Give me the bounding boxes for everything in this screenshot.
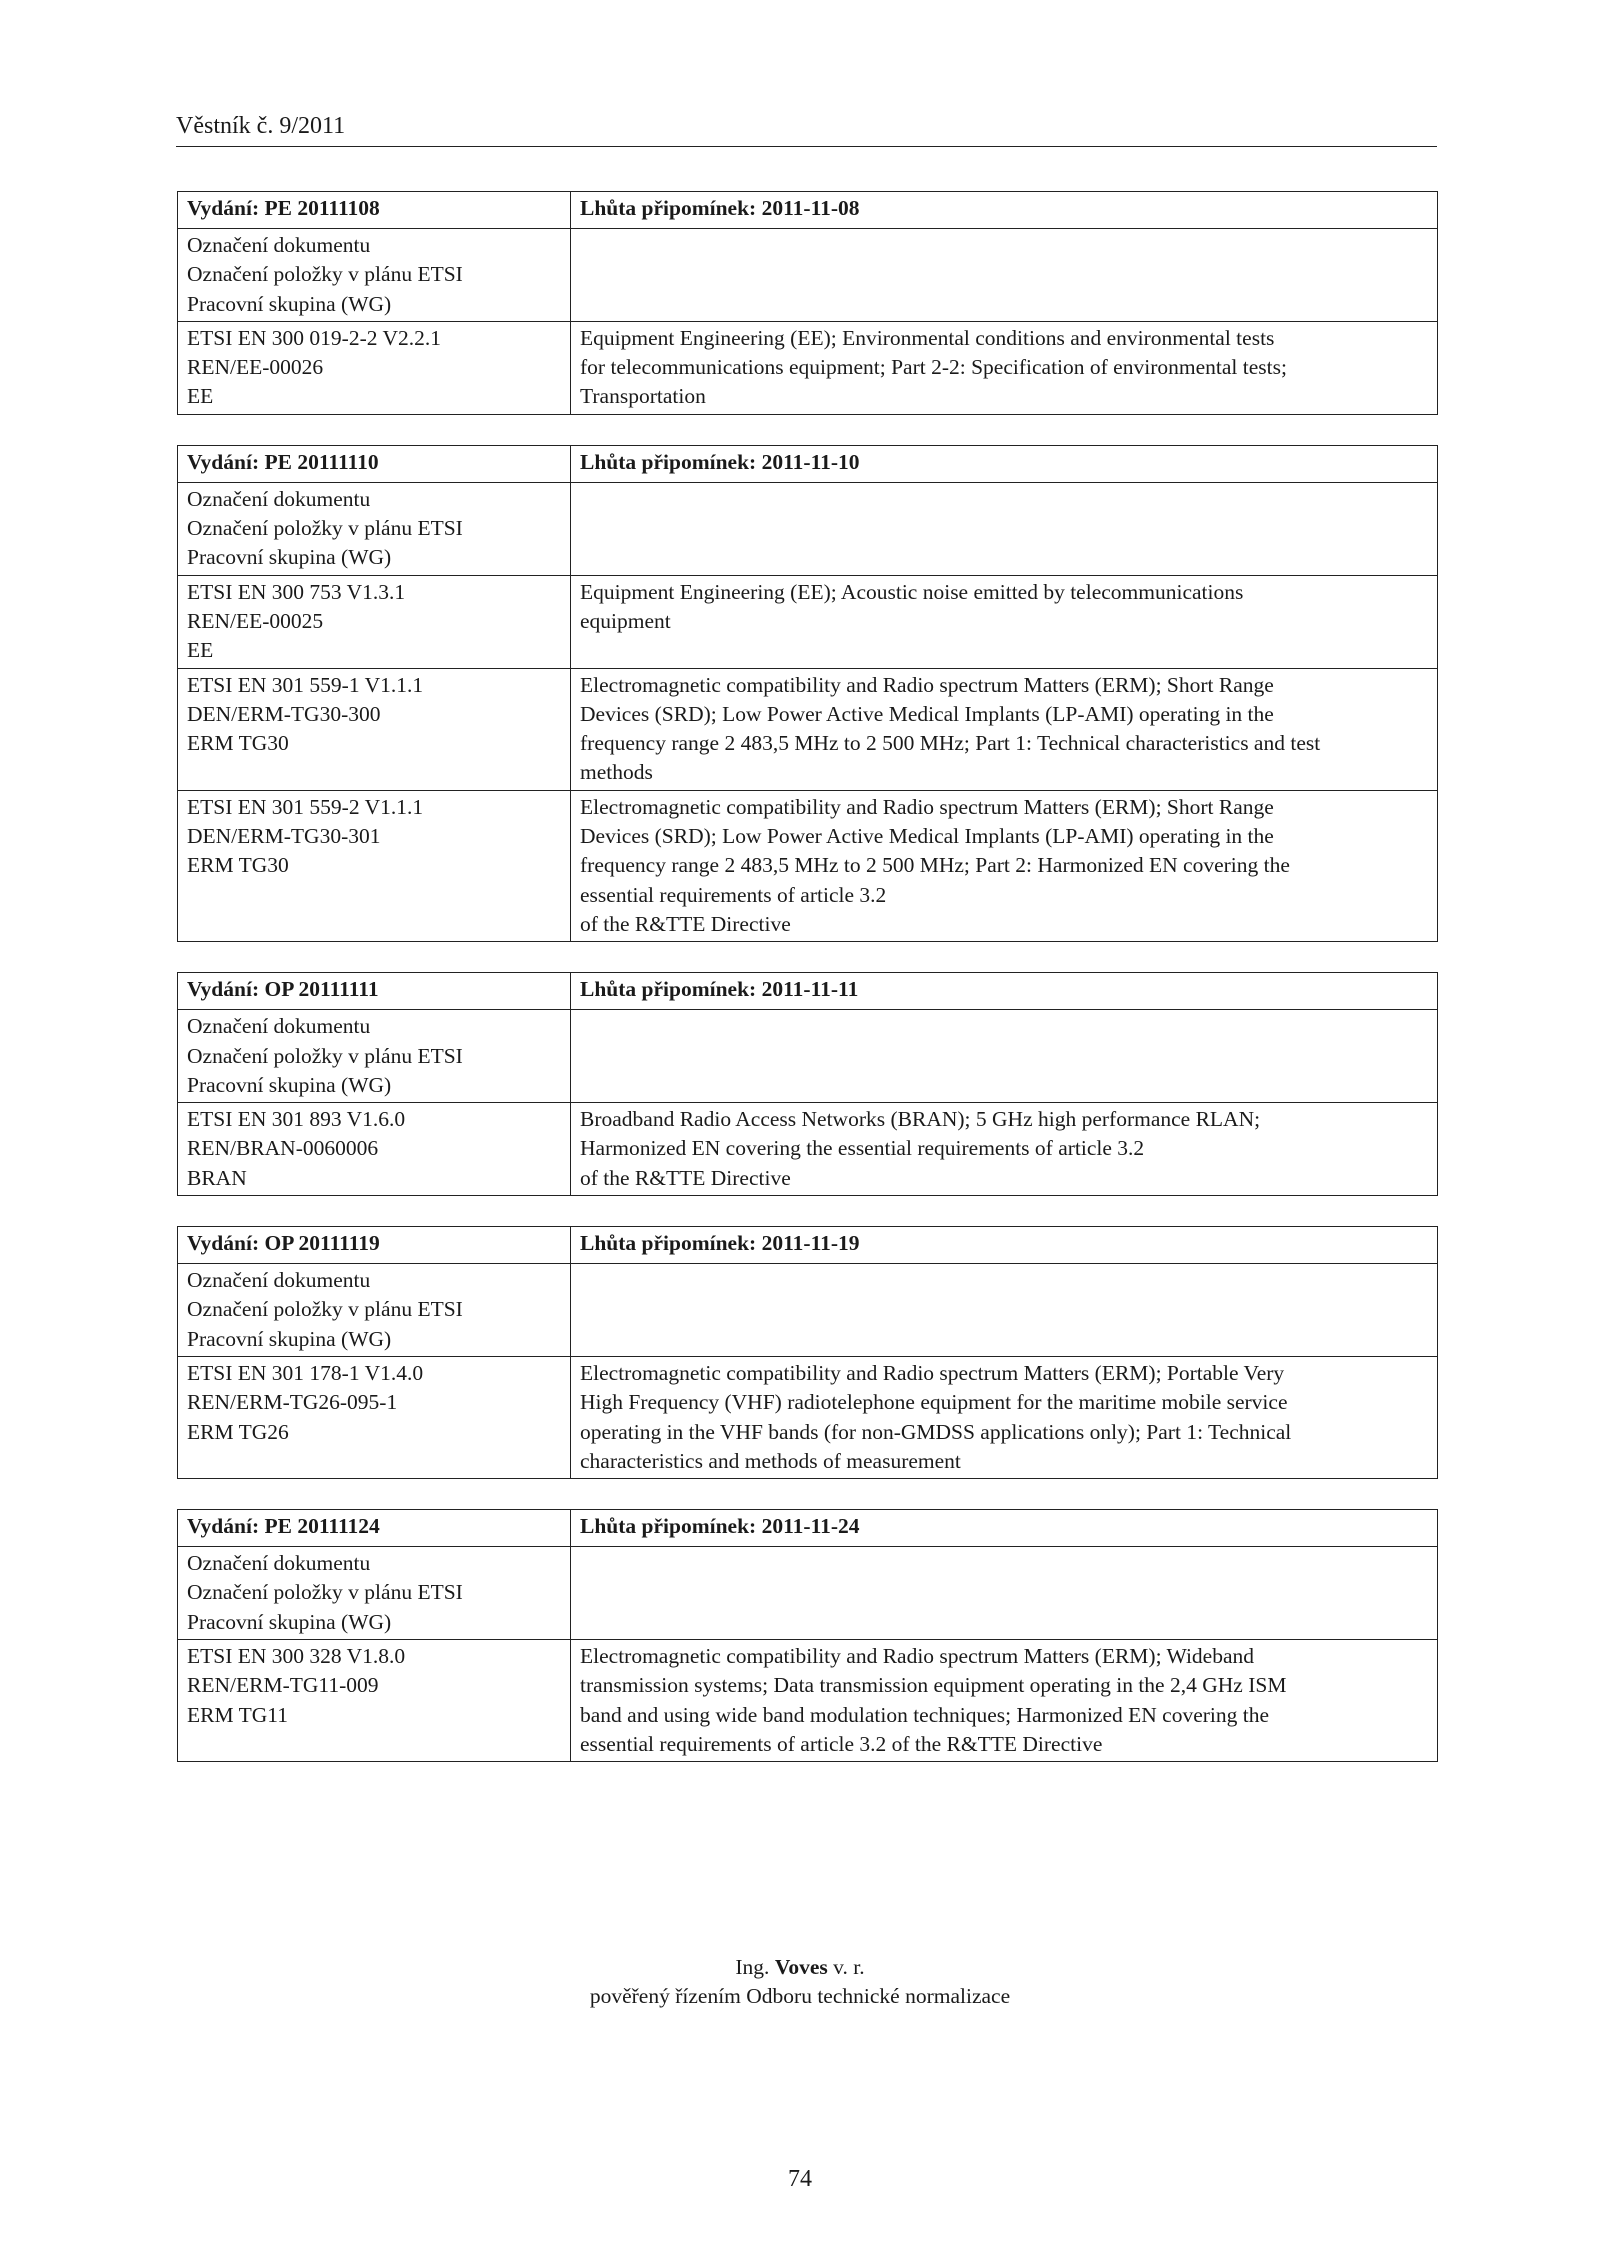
- work-item-number: DEN/ERM-TG30-300: [187, 701, 381, 726]
- standard-title-line: characteristics and methods of measurement: [580, 1448, 961, 1473]
- empty-cell: [571, 1010, 1438, 1103]
- standard-title-line: Devices (SRD); Low Power Active Medical Implants (LP-AMI) operating in the: [580, 701, 1274, 726]
- column-labels-row: [178, 1264, 1438, 1357]
- signature-suffix: v. r.: [833, 1955, 865, 1979]
- comment-deadline: Lhůta připomínek: 2011-11-11: [571, 973, 1438, 1010]
- standard-title-line: of the R&TTE Directive: [580, 1165, 791, 1190]
- standard-title: [571, 1639, 1438, 1761]
- standard-title-line: essential requirements of article 3.2 of the R&TTE Directive: [580, 1731, 1103, 1756]
- issue-number: Vydání: OP 20111111: [178, 973, 571, 1010]
- standard-row: [178, 790, 1438, 941]
- signature-prefix: Ing.: [735, 1955, 770, 1979]
- work-item-number: REN/BRAN-0060006: [187, 1136, 379, 1161]
- working-group: ERM TG30: [187, 731, 289, 756]
- standard-row: [178, 321, 1438, 414]
- issues-container: [177, 191, 1438, 1792]
- signature-name-line: [0, 1953, 1600, 1982]
- standard-title-line: Devices (SRD); Low Power Active Medical Implants (LP-AMI) operating in the: [580, 824, 1274, 849]
- standard-title-line: Equipment Engineering (EE); Environmental conditions and environmental tests: [580, 325, 1275, 350]
- column-label: Označení dokumentu: [187, 233, 371, 257]
- issue-number: Vydání: OP 20111119: [178, 1227, 571, 1264]
- column-label: Pracovní skupina (WG): [187, 291, 392, 316]
- standard-title-line: band and using wide band modulation techniques; Harmonized EN covering the: [580, 1702, 1270, 1727]
- empty-cell: [571, 1264, 1438, 1357]
- column-label: Označení dokumentu: [187, 1551, 371, 1576]
- document-designation: ETSI EN 300 753 V1.3.1: [187, 579, 406, 604]
- comment-deadline: Lhůta připomínek: 2011-11-19: [571, 1227, 1438, 1264]
- working-group: ERM TG11: [187, 1702, 288, 1727]
- comment-deadline: Lhůta připomínek: 2011-11-24: [571, 1510, 1438, 1547]
- standard-row: [178, 668, 1438, 790]
- work-item-number: REN/EE-00026: [187, 355, 324, 380]
- column-label: Pracovní skupina (WG): [187, 545, 392, 570]
- issue-header-row: [178, 973, 1438, 1010]
- column-label: Označení položky v plánu ETSI: [187, 262, 463, 287]
- standard-title-line: Harmonized EN covering the essential requirements of article 3.2: [580, 1136, 1145, 1161]
- standard-title-line: Electromagnetic compatibility and Radio spectrum Matters (ERM); Wideband: [580, 1643, 1255, 1668]
- comment-deadline: Lhůta připomínek: 2011-11-10: [571, 445, 1438, 482]
- column-labels: [178, 229, 571, 322]
- signature-position: pověřený řízením Odboru technické normalizace: [589, 1984, 1011, 2008]
- column-labels-row: [178, 1547, 1438, 1640]
- standard-row: [178, 575, 1438, 668]
- working-group: EE: [187, 638, 214, 663]
- working-group: BRAN: [187, 1165, 247, 1190]
- issue-table: [177, 1509, 1438, 1762]
- column-labels-row: [178, 1010, 1438, 1103]
- standard-title: [571, 790, 1438, 941]
- work-item-number: REN/EE-00025: [187, 608, 324, 633]
- working-group: ERM TG26: [187, 1419, 289, 1444]
- issue-table: [177, 1226, 1438, 1479]
- column-labels-row: [178, 482, 1438, 575]
- working-group: ERM TG30: [187, 853, 289, 878]
- document-designation: ETSI EN 300 019-2-2 V2.2.1: [187, 325, 442, 350]
- issue-header-row: [178, 445, 1438, 482]
- work-item-number: REN/ERM-TG26-095-1: [187, 1390, 398, 1415]
- standard-row: [178, 1639, 1438, 1761]
- comment-deadline: Lhůta připomínek: 2011-11-08: [571, 192, 1438, 229]
- column-labels: [178, 482, 571, 575]
- document-designation: ETSI EN 300 328 V1.8.0: [187, 1643, 406, 1668]
- standard-title-line: Broadband Radio Access Networks (BRAN); 5 GHz high performance RLAN;: [580, 1107, 1261, 1132]
- standard-identifiers: [178, 1103, 571, 1196]
- empty-cell: [571, 1547, 1438, 1640]
- standard-title: [571, 321, 1438, 414]
- standard-title: [571, 1356, 1438, 1478]
- document-designation: ETSI EN 301 559-2 V1.1.1: [187, 794, 424, 819]
- column-labels: [178, 1547, 571, 1640]
- standard-title-line: for telecommunications equipment; Part 2-2: Specification of environmental tests;: [580, 355, 1287, 380]
- standard-title-line: Electromagnetic compatibility and Radio spectrum Matters (ERM); Short Range: [580, 794, 1274, 819]
- standard-title-line: methods: [580, 760, 653, 785]
- standard-identifiers: [178, 575, 571, 668]
- standard-title: [571, 668, 1438, 790]
- standard-identifiers: [178, 1356, 571, 1478]
- column-label: Pracovní skupina (WG): [187, 1072, 392, 1097]
- standard-title-line: Electromagnetic compatibility and Radio spectrum Matters (ERM); Short Range: [580, 672, 1274, 697]
- standard-title-line: transmission systems; Data transmission equipment operating in the 2,4 GHz ISM: [580, 1673, 1287, 1698]
- column-label: Označení položky v plánu ETSI: [187, 516, 463, 541]
- column-labels-row: [178, 229, 1438, 322]
- column-label: Označení dokumentu: [187, 1014, 371, 1039]
- standard-title-line: Electromagnetic compatibility and Radio spectrum Matters (ERM); Portable Very: [580, 1360, 1285, 1385]
- standard-title-line: of the R&TTE Directive: [580, 911, 791, 936]
- standard-row: [178, 1103, 1438, 1196]
- column-labels: [178, 1264, 571, 1357]
- column-label: Pracovní skupina (WG): [187, 1326, 392, 1351]
- signature-name: Voves: [774, 1955, 828, 1979]
- issue-table: [177, 445, 1438, 942]
- column-labels: [178, 1010, 571, 1103]
- issue-table: [177, 191, 1438, 415]
- document-designation: ETSI EN 301 178-1 V1.4.0: [187, 1360, 424, 1385]
- standard-title-line: equipment: [580, 608, 671, 633]
- standard-title-line: High Frequency (VHF) radiotelephone equipment for the maritime mobile service: [580, 1390, 1288, 1415]
- work-item-number: DEN/ERM-TG30-301: [187, 824, 381, 849]
- standard-title-line: Transportation: [580, 384, 706, 409]
- standard-identifiers: [178, 668, 571, 790]
- standard-title-line: frequency range 2 483,5 MHz to 2 500 MHz; Part 2: Harmonized EN covering the: [580, 853, 1290, 878]
- signature-block: [0, 1953, 1600, 2011]
- column-label: Označení dokumentu: [187, 486, 371, 511]
- standard-identifiers: [178, 790, 571, 941]
- document-designation: ETSI EN 301 893 V1.6.0: [187, 1107, 406, 1132]
- empty-cell: [571, 229, 1438, 322]
- page-header: [176, 112, 1437, 147]
- document-designation: ETSI EN 301 559-1 V1.1.1: [187, 672, 424, 697]
- journal-title: Věstník č. 9/2011: [176, 113, 346, 139]
- standard-identifiers: [178, 1639, 571, 1761]
- standard-identifiers: [178, 321, 571, 414]
- column-label: Označení dokumentu: [187, 1268, 371, 1293]
- standard-title-line: essential requirements of article 3.2: [580, 882, 887, 907]
- standard-row: [178, 1356, 1438, 1478]
- issue-header-row: [178, 1227, 1438, 1264]
- column-label: Označení položky v plánu ETSI: [187, 1580, 463, 1605]
- work-item-number: REN/ERM-TG11-009: [187, 1673, 379, 1698]
- standard-title: [571, 1103, 1438, 1196]
- issue-table: [177, 972, 1438, 1196]
- issue-header-row: [178, 1510, 1438, 1547]
- page-number: 74: [788, 2166, 812, 2192]
- standard-title-line: frequency range 2 483,5 MHz to 2 500 MHz; Part 1: Technical characteristics and test: [580, 731, 1321, 756]
- issue-number: Vydání: PE 20111124: [178, 1510, 571, 1547]
- standard-title: [571, 575, 1438, 668]
- working-group: EE: [187, 384, 214, 409]
- standard-title-line: Equipment Engineering (EE); Acoustic noise emitted by telecommunications: [580, 579, 1244, 604]
- empty-cell: [571, 482, 1438, 575]
- issue-number: Vydání: PE 20111110: [178, 445, 571, 482]
- standard-title-line: operating in the VHF bands (for non-GMDSS applications only); Part 1: Technical: [580, 1419, 1292, 1444]
- issue-number: Vydání: PE 20111108: [178, 192, 571, 229]
- column-label: Pracovní skupina (WG): [187, 1609, 392, 1634]
- column-label: Označení položky v plánu ETSI: [187, 1043, 463, 1068]
- column-label: Označení položky v plánu ETSI: [187, 1297, 463, 1322]
- issue-header-row: [178, 192, 1438, 229]
